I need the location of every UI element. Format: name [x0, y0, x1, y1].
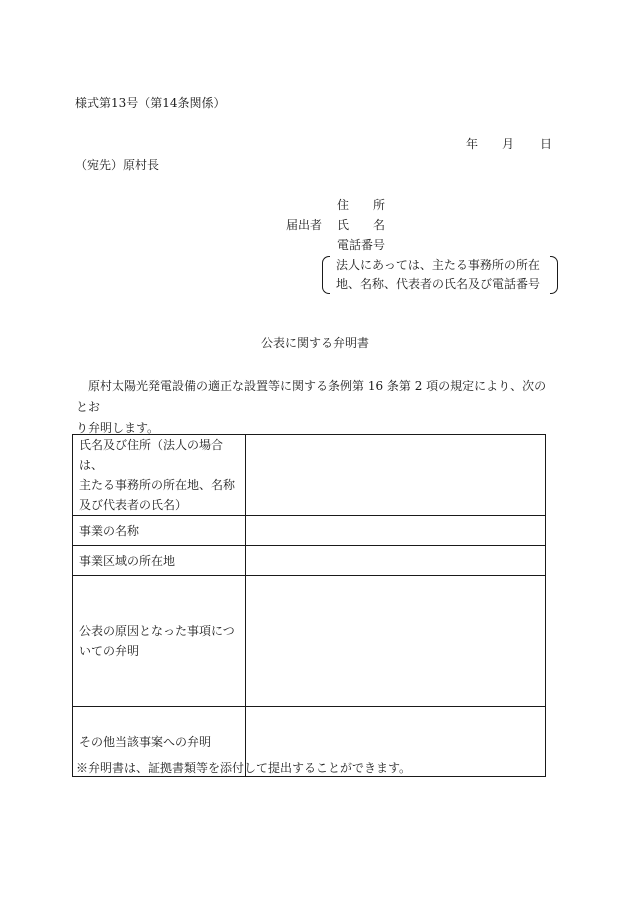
label-line: 公表の原因となった事項につ — [79, 624, 235, 638]
footnote: ※弁明書は、証拠書類等を添付して提出することができます。 — [76, 761, 412, 775]
document-title: 公表に関する弁明書 — [260, 336, 369, 350]
addressee: （宛先）原村長 — [75, 158, 160, 172]
body-line2: り弁明します。 — [76, 421, 160, 435]
notifier-label: 届出者 — [286, 218, 323, 232]
row-label-name-address — [73, 435, 246, 516]
left-bracket — [322, 256, 330, 294]
label-line: 氏名及び住所（法人の場合は、 — [79, 438, 224, 472]
date-year-label: 年 — [466, 137, 479, 151]
name-label-char1: 氏 — [337, 218, 350, 232]
label-line: 主たる事務所の所在地、名称 — [79, 478, 236, 492]
label-line: その他当該事案への弁明 — [79, 734, 212, 749]
label-line: 及び代表者の氏名） — [79, 498, 188, 512]
table-row — [73, 435, 546, 516]
name-label-char2: 名 — [373, 218, 386, 232]
right-bracket — [550, 256, 558, 294]
label-line: いての弁明 — [79, 644, 140, 658]
explanation-table — [72, 434, 546, 777]
body-line1: 原村太陽光発電設備の適正な設置等に関する条例第 16 条第 2 項の規定により、次のとお — [76, 379, 547, 414]
value-cell-explanation-cause[interactable] — [246, 576, 546, 707]
corporate-note — [322, 255, 558, 295]
corporate-note-line1: 法人にあっては、主たる事務所の所在 — [336, 258, 540, 272]
table-row — [73, 546, 546, 576]
value-cell-project-name[interactable] — [246, 516, 546, 546]
table-row — [73, 516, 546, 546]
row-label-project-area-location — [73, 546, 246, 576]
value-cell-name-address[interactable] — [246, 435, 546, 516]
table-row — [73, 576, 546, 707]
date-month-label: 月 — [502, 137, 515, 151]
date-line — [466, 136, 552, 152]
address-label-char1: 住 — [337, 198, 350, 212]
label-line: 事業の名称 — [79, 523, 140, 538]
form-number: 様式第13号（第14条関係） — [75, 96, 226, 110]
body-text — [76, 376, 556, 439]
row-label-project-name — [73, 516, 246, 546]
address-label-char2: 所 — [373, 198, 386, 212]
label-line: 事業区域の所在地 — [79, 553, 176, 568]
corporate-note-line2: 地、名称、代表者の氏名及び電話番号 — [336, 277, 541, 291]
name-label — [337, 217, 385, 233]
value-cell-project-area-location[interactable] — [246, 546, 546, 576]
phone-label: 電話番号 — [337, 238, 386, 252]
address-label — [337, 197, 385, 213]
date-day-label: 日 — [540, 137, 553, 151]
row-label-explanation-cause — [73, 576, 246, 707]
